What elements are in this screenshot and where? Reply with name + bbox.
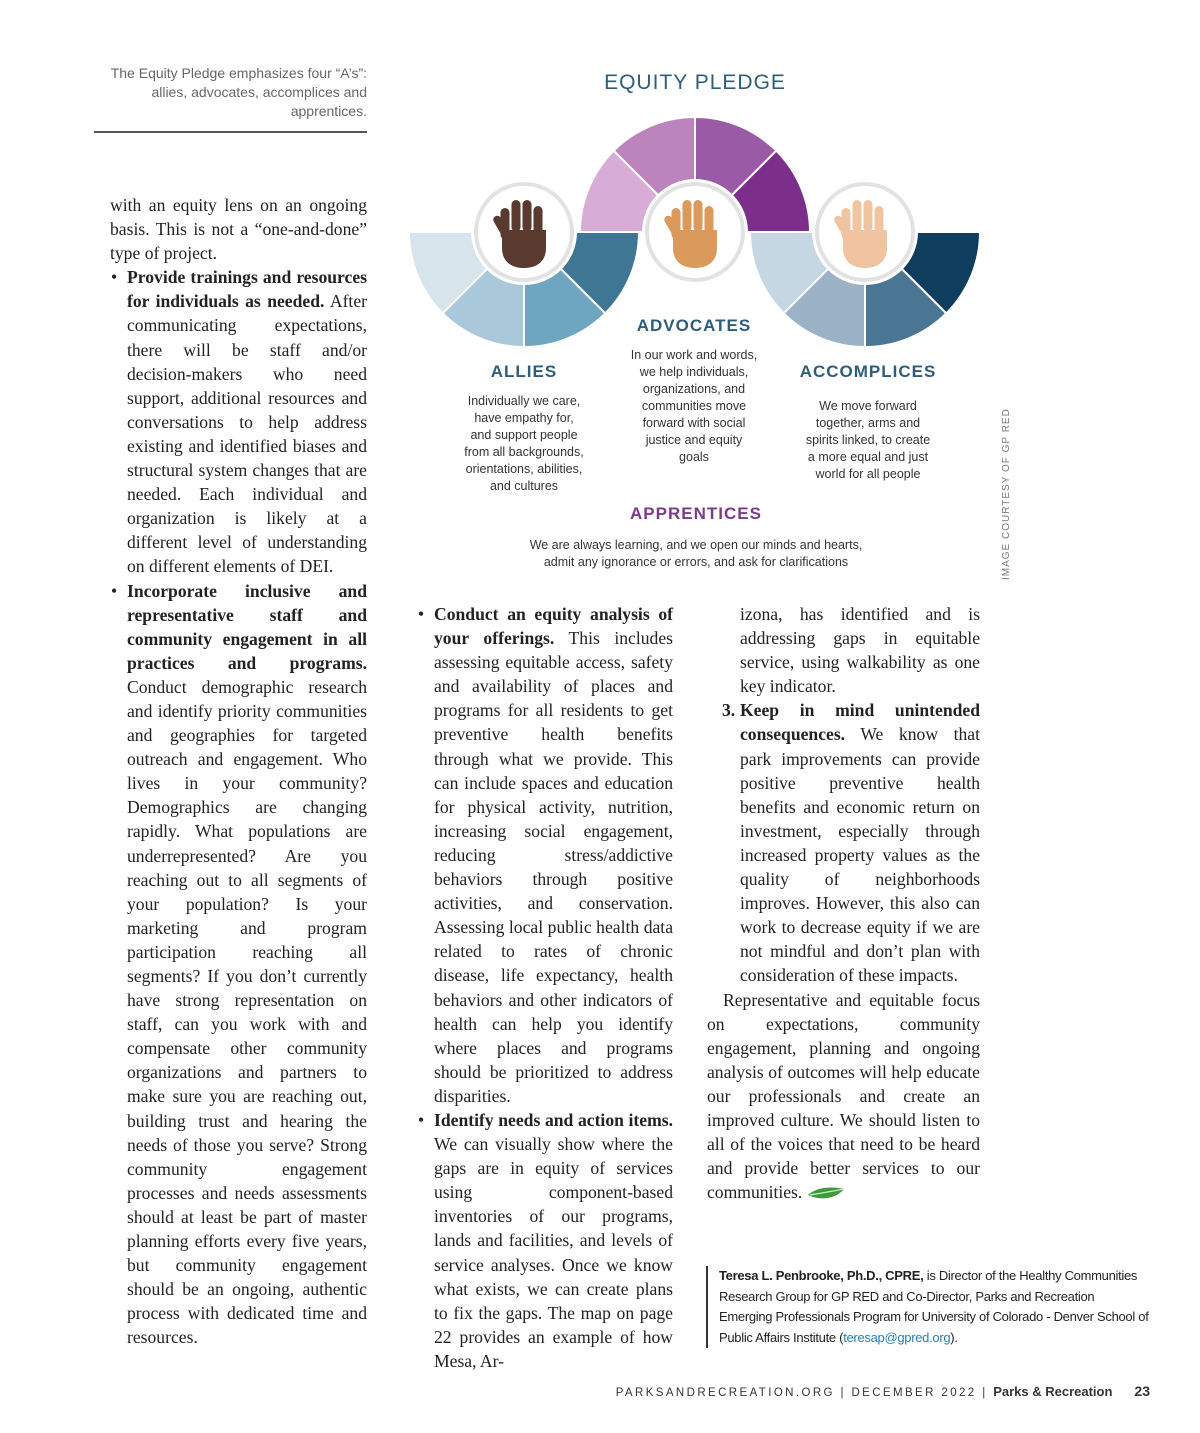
bullet-equity-analysis-text: This includes assessing equitable access, safety and availability of places and programs for all residents to get preventive health benefits through what we provide. This can include spaces and education for physical activity, nutrition, increasing social engagement, reducing stress/addictive behaviors through positive activities, and conservation. Assessing local public health data related to rates of chronic disease, life expectancy, health behaviors and other indicators of health can help you identify where places and programs should be prioritized to address disparities. (434, 628, 673, 1106)
advocates-text-line: goals (679, 450, 709, 464)
closing-paragraph (707, 988, 980, 1205)
bullet-needs (417, 1108, 673, 1373)
equity-pledge-figure (400, 60, 990, 580)
bullet-engagement (110, 579, 367, 1350)
apprentices-text-line: admit any ignorance or errors, and ask for clarifications (543, 555, 849, 569)
allies-label: ALLIES (490, 362, 558, 381)
page-footer (616, 1383, 1150, 1399)
bullet-engagement-text: Conduct demographic research and identify priority communities and geographies for targeted outreach and engagement. Who lives in your community? Demographics are changing rapidly. What populations are underrepresented? Are you reaching out to all segments of your population? Is your marketing and program participation reaching all segments? If you don’t currently have strong representation on staff, can you work with and compensate other community organizations and partners to make sure you are reaching out, building trust and hearing the needs of those you serve? Strong community engagement processes and needs assessments should at least be part of master planning efforts every five years, but community engagement should be an ongoing, authentic process with dedicated time and resources. (127, 676, 367, 1348)
allies-description (464, 394, 584, 493)
bullet-trainings-text: After communicating expectations, there will be staff and/or decision-makers who need support, additional resources and conversations to help address existing and identified biases and structural system changes that are needed. Each individual and organization is likely at a different level of understanding on different elements of DEI. (127, 291, 367, 577)
advocates-text-line: In our work and words, (630, 348, 758, 362)
apprentices-description (530, 538, 863, 569)
author-bio-text: is Director of the Healthy Communities Research Group for GP RED and Co-Director, Parks and Recreation Emerging Professionals Program for University of Colorado - Denver School of Public Affairs Institute ( (719, 1268, 1149, 1345)
apprentices-label: APPRENTICES (630, 504, 762, 523)
accomplices-text-line: together, arms and (815, 416, 921, 430)
leaf-icon (806, 1185, 846, 1203)
allies-text-line: from all backgrounds, (464, 445, 584, 459)
footer-site: PARKSANDRECREATION.ORG (615, 1387, 835, 1399)
item-number: 3. (722, 700, 736, 721)
author-bio (706, 1266, 1149, 1348)
bullet-needs-heading: Identify needs and action items. (434, 1109, 673, 1130)
allies-text-line: Individually we care, (467, 394, 581, 408)
bullet-equity-analysis-heading: Conduct an equity analysis of your offerings. (434, 604, 673, 649)
footer-brand: Parks & Recreation (993, 1384, 1113, 1399)
author-name: Teresa L. Penbrooke, Ph.D., CPRE, (719, 1268, 924, 1283)
footer-sep-2: | (976, 1387, 994, 1399)
intro-paragraph: with an equity lens on an ongoing basis. This is not a “one-and-done” type of project. (110, 195, 367, 264)
column-3 (707, 602, 980, 1204)
accomplices-text-line: world for all people (815, 467, 921, 481)
column-2 (417, 602, 673, 1373)
bullet-trainings-heading: Provide trainings and resources for individuals as needed. (127, 267, 367, 312)
apprentices-text-line: We are always learning, and we open our minds and hearts, (529, 538, 863, 552)
numbered-item-text: We know that park improvements can provide positive preventive health benefits and economic return on investment, especially through increased property values as the quality of neighborhoods improves. However, this also can work to decrease equity if we are not mindful and don’t plan with consideration of these impacts. (740, 724, 980, 986)
figure-caption: The Equity Pledge emphasizes four “A’s”: allies, advocates, accomplices and apprentices. (110, 65, 367, 119)
allies-text-line: have empathy for, (474, 411, 574, 425)
allies-text-line: orientations, abilities, (465, 462, 583, 476)
numbered-item-heading: Keep in mind unintended consequences. (740, 700, 980, 745)
figure-title: EQUITY PLEDGE (604, 71, 786, 94)
accomplices-text-line: a more equal and just (807, 450, 929, 464)
advocates-description (631, 348, 757, 464)
caption-divider (94, 131, 367, 133)
accomplices-text-line: spirits linked, to create (805, 433, 931, 447)
accomplices-description (806, 399, 930, 481)
bullet-needs-text: We can visually show where the gaps are in equity of services using component-based inventories of our programs, lands and facilities, and levels of service analyses. Once we know what exists, we can create plans to fix the gaps. The map on page 22 provides an example of how Mesa, Ar- (434, 1134, 673, 1371)
page-number: 23 (1134, 1383, 1150, 1399)
bullet-engagement-heading: Incorporate inclusive and representative staff and community engagement in all practices and programs. (127, 580, 367, 673)
accomplices-label: ACCOMPLICES (799, 362, 937, 381)
bullet-equity-analysis (417, 602, 673, 1108)
footer-issue: DECEMBER 2022 (851, 1387, 977, 1399)
image-credit: IMAGE COURTESY OF GP RED (1001, 408, 1012, 580)
bullet-trainings (110, 265, 367, 578)
advocates-text-line: organizations, and (642, 382, 746, 396)
accomplices-text-line: We move forward (819, 399, 917, 413)
author-email-link[interactable]: teresap@gpred.org (843, 1329, 951, 1345)
numbered-item-3 (707, 698, 980, 987)
footer-sep-1: | (834, 1387, 852, 1399)
continued-paragraph: izona, has identified and is addressing gaps in equitable service, using walkability as one key indicator. (740, 604, 980, 697)
column-1 (110, 193, 367, 1350)
allies-text-line: and cultures (489, 479, 559, 493)
advocates-text-line: we help individuals, (639, 365, 749, 379)
advocates-text-line: justice and equity (645, 433, 743, 447)
closing-text: Representative and equitable focus on expectations, community engagement, planning and ongoing analysis of outcomes will help educate our professionals and create an improved culture. We should listen to all of the voices that need to be heard and provide better services to our communities. (707, 989, 980, 1203)
author-bio-end: ). (950, 1329, 958, 1345)
advocates-label: ADVOCATES (636, 316, 752, 335)
advocates-text-line: communities move (641, 399, 747, 413)
advocates-text-line: forward with social (642, 416, 746, 430)
hand-circles (476, 184, 913, 280)
allies-text-line: and support people (470, 428, 578, 442)
